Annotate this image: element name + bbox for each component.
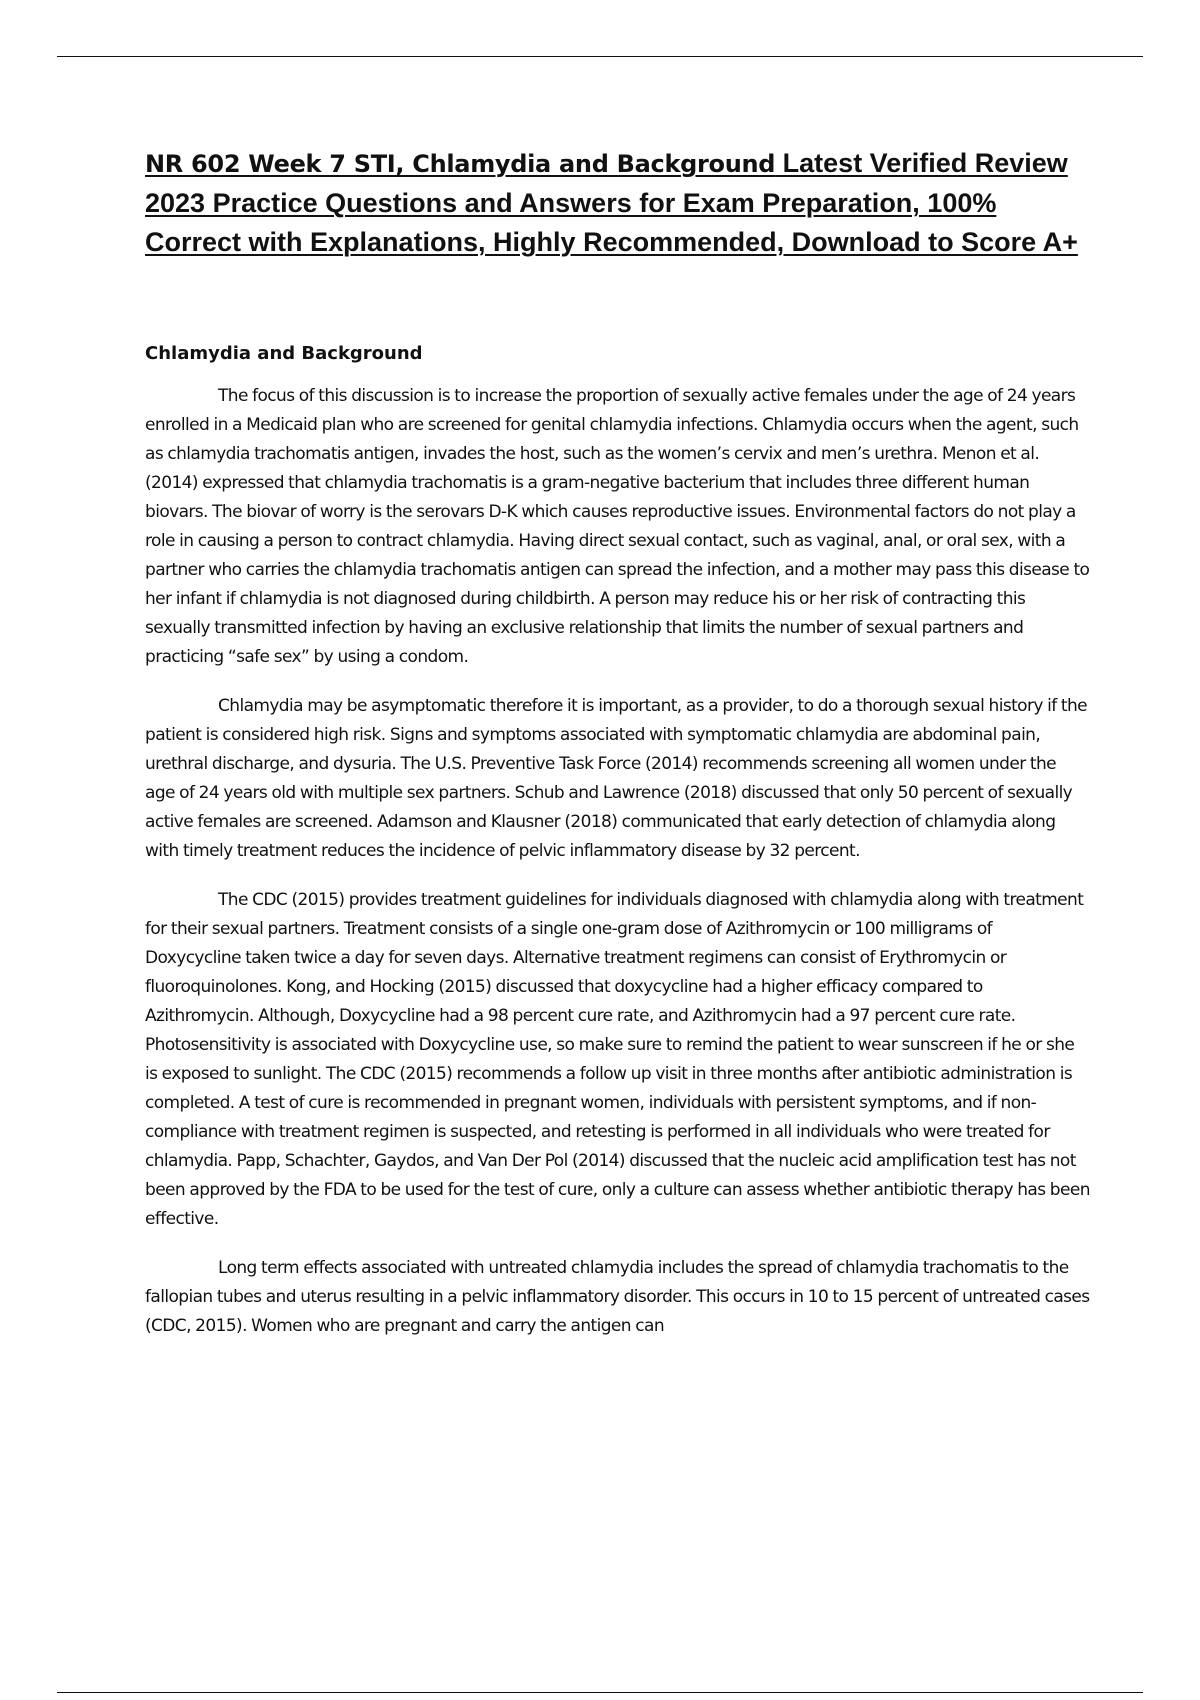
paragraph: The CDC (2015) provides treatment guidelines for individuals diagnosed with chlamydia along with treatment for their sexual partners. Treatment consists of a single one-gram dose of Azithromycin or 100 milligrams of Doxycycline taken twice a day for seven days. Alternative treatment regimens can consist of Erythromycin or fluoroquinolones. Kong, and Hocking (2015) discussed that doxycycline had a higher efficacy compared to Azithromycin. Although, Doxycycline had a 98 percent cure rate, and Azithromycin had a 97 percent cure rate. Photosensitivity is associated with Doxycycline use, so make sure to remind the patient to wear sunscreen if he or she is exposed to sunlight. The CDC (2015) recommends a follow up visit in three months after antibiotic administration is completed. A test of cure is recommended in pregnant women, individuals with persistent symptoms, and if non-compliance with treatment regimen is suspected, and retesting is performed in all individuals who were treated for chlamydia. Papp, Schachter, Gaydos, and Van Der Pol (2014) discussed that the nucleic acid amplification test has not been approved by the FDA to be used for the test of cure, only a culture can assess whether antibiotic therapy has been effective.	[145, 890, 1090, 1229]
title-course-part: NR 602 Week 7 STI, Chlamydia and Background	[145, 150, 776, 178]
paragraph: Long term effects associated with untreated chlamydia includes the spread of chlamydia trachomatis to the fallopian tubes and uterus resulting in a pelvic inflammatory disorder. This occurs in 10 to 15 percent of untreated cases (CDC, 2015). Women who are pregnant and carry the antigen can	[145, 1258, 1090, 1336]
paragraph: Chlamydia may be asymptomatic therefore it is important, as a provider, to do a thorough sexual history if the patient is considered high risk. Signs and symptoms associated with symptomatic chlamydia are abdominal pain, urethral discharge, and dysuria. The U.S. Preventive Task Force (2014) recommends screening all women under the age of 24 years old with multiple sex partners. Schub and Lawrence (2018) discussed that only 50 percent of sexually active females are screened. Adamson and Klausner (2018) communicated that early detection of chlamydia along with timely treatment reduces the incidence of pelvic inflammatory disease by 32 percent.	[145, 696, 1088, 861]
section-heading: Chlamydia and Background	[145, 343, 423, 364]
footer-rule	[57, 1692, 1143, 1693]
header-rule	[57, 56, 1143, 57]
title-promo-part: Latest Verified Review 2023 Practice Questions and Answers for Exam Preparation, 100% Correct with Explanations, Highly Recommended, Download to Score A+	[145, 148, 1078, 257]
document-body	[145, 144, 1090, 1340]
paragraph: The focus of this discussion is to increase the proportion of sexually active females under the age of 24 years enrolled in a Medicaid plan who are screened for genital chlamydia infections. Chlamydia occurs when the agent, such as chlamydia trachomatis antigen, invades the host, such as the women’s cervix and men’s urethra. Menon et al. (2014) expressed that chlamydia trachomatis is a gram-negative bacterium that includes three different human biovars. The biovar of worry is the serovars D-K which causes reproductive issues. Environmental factors do not play a role in causing a person to contract chlamydia. Having direct sexual contact, such as vaginal, anal, or oral sex, with a partner who carries the chlamydia trachomatis antigen can spread the infection, and a mother may pass this disease to her infant if chlamydia is not diagnosed during childbirth. A person may reduce his or her risk of contracting this sexually transmitted infection by having an exclusive relationship that limits the number of sexual partners and practicing “safe sex” by using a condom.	[145, 386, 1090, 667]
document-title	[145, 144, 1090, 262]
